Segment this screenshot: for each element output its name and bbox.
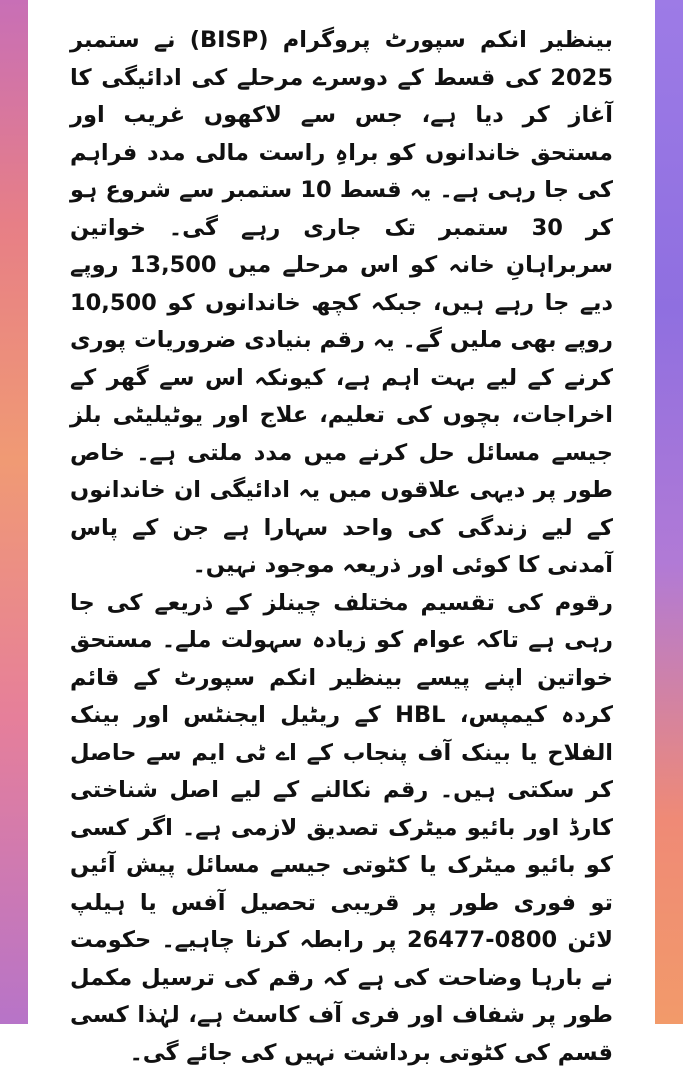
left-gradient-border	[0, 0, 28, 1024]
article-body	[70, 22, 613, 1072]
article-page	[28, 0, 655, 1024]
article-paragraph-1: بینظیر انکم سپورٹ پروگرام (BISP) نے ستمبر 2025 کی قسط کے دوسرے مرحلے کی ادائیگی کا آغاز کر دیا ہے، جس سے لاکھوں غریب اور مستحق خاندانوں کو براہِ راست مالی مدد فراہم کی جا رہی ہے۔ یہ قسط 10 ستمبر سے شروع ہو کر 30 ستمبر تک جاری رہے گی۔ خواتین سربراہانِ خانہ کو اس مرحلے میں 13,500 روپے دیے جا رہے ہیں، جبکہ کچھ خاندانوں کو 10,500 روپے بھی ملیں گے۔ یہ رقم بنیادی ضروریات پوری کرنے کے لیے بہت اہم ہے، کیونکہ اس سے گھر کے اخراجات، بچوں کی تعلیم، علاج اور یوٹیلیٹی بلز جیسے مسائل حل کرنے میں مدد ملتی ہے۔ خاص طور پر دیہی علاقوں میں یہ ادائیگی ان خاندانوں کے لیے زندگی کی واحد سہارا ہے جن کے پاس آمدنی کا کوئی اور ذریعہ موجود نہیں۔	[70, 22, 613, 585]
right-gradient-border	[655, 0, 683, 1024]
article-paragraph-2: رقوم کی تقسیم مختلف چینلز کے ذریعے کی جا رہی ہے تاکہ عوام کو زیادہ سہولت ملے۔ مستحق خواتین اپنے پیسے بینظیر انکم سپورٹ کے قائم کردہ کیمپس، HBL کے ریٹیل ایجنٹس اور بینک الفلاح یا بینک آف پنجاب کے اے ٹی ایم سے حاصل کر سکتی ہیں۔ رقم نکالنے کے لیے اصل شناختی کارڈ اور بائیو میٹرک تصدیق لازمی ہے۔ اگر کسی کو بائیو میٹرک یا کٹوتی جیسے مسائل پیش آئیں تو فوری طور پر قریبی تحصیل آفس یا ہیلپ لائن 0800-26477 پر رابطہ کرنا چاہیے۔ حکومت نے بارہا وضاحت کی ہے کہ رقم کی ترسیل مکمل طور پر شفاف اور فری آف کاسٹ ہے، لہٰذا کسی قسم کی کٹوتی برداشت نہیں کی جائے گی۔	[70, 585, 613, 1072]
